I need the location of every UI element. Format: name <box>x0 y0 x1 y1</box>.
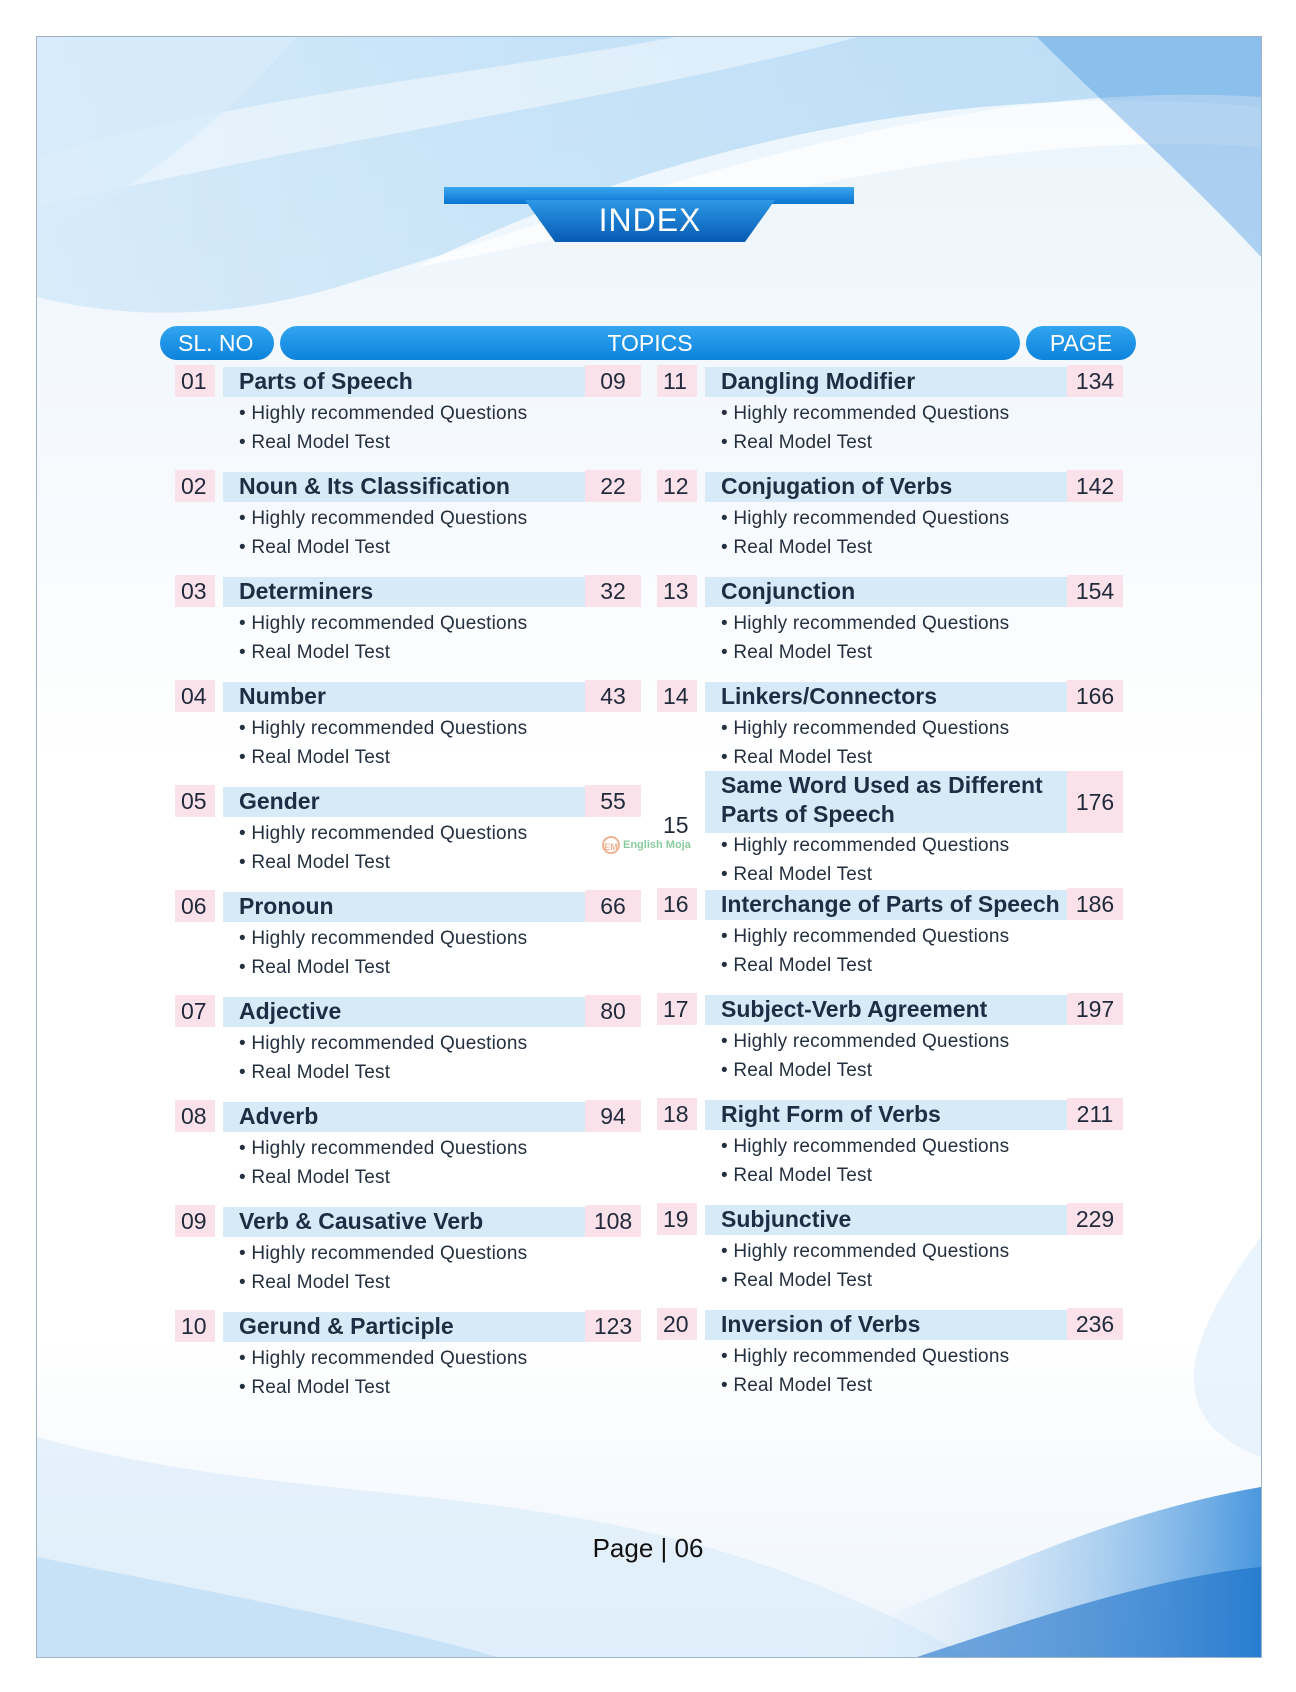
entry-number: 07 <box>175 995 215 1027</box>
sub-questions-text: Highly recommended Questions <box>733 1136 1010 1157</box>
entry-sub-model-test: • Real Model Test <box>239 1272 391 1293</box>
entry-number: 10 <box>175 1310 215 1342</box>
index-entry-14 <box>657 680 1127 780</box>
index-entry-20 <box>657 1308 1127 1408</box>
entry-title: Determiners <box>239 578 374 604</box>
entry-sub-model-test: • Real Model Test <box>239 747 391 768</box>
index-entry-19 <box>657 1203 1127 1303</box>
entry-sub-model-test: • Real Model Test <box>239 852 391 873</box>
watermark-text: English Moja <box>623 838 691 851</box>
sub-model-test-text: Real Model Test <box>733 747 873 768</box>
entry-number: 01 <box>175 365 215 397</box>
watermark <box>602 836 691 854</box>
index-entry-18 <box>657 1098 1127 1198</box>
entry-page: 123 <box>585 1310 641 1342</box>
sub-questions-text: Highly recommended Questions <box>733 403 1010 424</box>
sub-questions-text: Highly recommended Questions <box>733 718 1010 739</box>
entry-sub-questions: • Highly recommended Questions <box>239 1243 528 1264</box>
sub-questions-text: Highly recommended Questions <box>251 823 528 844</box>
entry-sub-questions: • Highly recommended Questions <box>239 823 528 844</box>
entry-sub-questions: • Highly recommended Questions <box>721 1031 1010 1052</box>
entry-sub-questions: • Highly recommended Questions <box>239 1033 528 1054</box>
sub-questions-text: Highly recommended Questions <box>733 508 1010 529</box>
sub-model-test-text: Real Model Test <box>251 1377 391 1398</box>
entry-title: Subject-Verb Agreement <box>721 996 988 1022</box>
sub-model-test-text: Real Model Test <box>733 864 873 885</box>
entry-page: 09 <box>585 365 641 397</box>
sub-model-test-text: Real Model Test <box>733 642 873 663</box>
entry-sub-questions: • Highly recommended Questions <box>721 403 1010 424</box>
entry-title: Conjugation of Verbs <box>721 473 953 499</box>
sub-questions-text: Highly recommended Questions <box>251 613 528 634</box>
entry-page: 186 <box>1067 888 1123 920</box>
entry-sub-model-test: • Real Model Test <box>239 642 391 663</box>
entry-sub-questions: • Highly recommended Questions <box>721 718 1010 739</box>
sub-model-test-text: Real Model Test <box>251 1167 391 1188</box>
entry-number: 16 <box>657 888 697 920</box>
entry-number: 02 <box>175 470 215 502</box>
entry-sub-questions: • Highly recommended Questions <box>239 613 528 634</box>
entry-page: 108 <box>585 1205 641 1237</box>
entry-title: Same Word Used as Different Parts of Speech <box>721 772 1043 827</box>
sub-model-test-text: Real Model Test <box>733 1165 873 1186</box>
entry-number: 04 <box>175 680 215 712</box>
entry-sub-model-test: • Real Model Test <box>721 747 873 768</box>
entry-number: 18 <box>657 1098 697 1130</box>
sub-questions-text: Highly recommended Questions <box>733 1031 1010 1052</box>
entry-page: 80 <box>585 995 641 1027</box>
entry-sub-questions: • Highly recommended Questions <box>721 926 1010 947</box>
index-entry-04 <box>175 680 645 780</box>
sub-questions-text: Highly recommended Questions <box>733 835 1010 856</box>
entry-page: 211 <box>1067 1098 1123 1130</box>
entry-sub-questions: • Highly recommended Questions <box>239 1138 528 1159</box>
sub-model-test-text: Real Model Test <box>733 1270 873 1291</box>
sub-model-test-text: Real Model Test <box>733 537 873 558</box>
entry-sub-model-test: • Real Model Test <box>721 1375 873 1396</box>
entry-sub-questions: • Highly recommended Questions <box>239 928 528 949</box>
entry-sub-questions: • Highly recommended Questions <box>239 1348 528 1369</box>
index-entry-07 <box>175 995 645 1095</box>
entry-sub-model-test: • Real Model Test <box>721 537 873 558</box>
entry-page: 43 <box>585 680 641 712</box>
index-entry-01 <box>175 365 645 465</box>
sub-questions-text: Highly recommended Questions <box>733 1346 1010 1367</box>
index-entry-11 <box>657 365 1127 465</box>
entry-number: 17 <box>657 993 697 1025</box>
entry-page: 22 <box>585 470 641 502</box>
entry-page: 94 <box>585 1100 641 1132</box>
entry-title: Adverb <box>239 1103 319 1129</box>
sub-model-test-text: Real Model Test <box>251 642 391 663</box>
entry-sub-model-test: • Real Model Test <box>239 1062 391 1083</box>
entry-number: 08 <box>175 1100 215 1132</box>
entry-number: 03 <box>175 575 215 607</box>
sub-model-test-text: Real Model Test <box>251 852 391 873</box>
entry-title: Noun & Its Classification <box>239 473 510 499</box>
entry-sub-questions: • Highly recommended Questions <box>721 1241 1010 1262</box>
sub-questions-text: Highly recommended Questions <box>251 1033 528 1054</box>
index-entry-16 <box>657 888 1127 988</box>
entry-sub-questions: • Highly recommended Questions <box>239 403 528 424</box>
sub-questions-text: Highly recommended Questions <box>733 613 1010 634</box>
sub-model-test-text: Real Model Test <box>251 1272 391 1293</box>
index-entry-06 <box>175 890 645 990</box>
entry-title: Gerund & Participle <box>239 1313 454 1339</box>
entry-number: 14 <box>657 680 697 712</box>
entry-title: Parts of Speech <box>239 368 413 394</box>
entry-sub-questions: • Highly recommended Questions <box>239 718 528 739</box>
entry-number: 05 <box>175 785 215 817</box>
index-entry-02 <box>175 470 645 570</box>
index-entry-13 <box>657 575 1127 675</box>
entry-sub-model-test: • Real Model Test <box>239 537 391 558</box>
index-entry-10 <box>175 1310 645 1410</box>
entry-number: 06 <box>175 890 215 922</box>
entry-page: 176 <box>1067 771 1123 833</box>
entry-sub-questions: • Highly recommended Questions <box>721 613 1010 634</box>
entry-page: 66 <box>585 890 641 922</box>
entry-number: 12 <box>657 470 697 502</box>
sub-questions-text: Highly recommended Questions <box>733 926 1010 947</box>
sub-questions-text: Highly recommended Questions <box>733 1241 1010 1262</box>
sub-questions-text: Highly recommended Questions <box>251 718 528 739</box>
entry-sub-model-test: • Real Model Test <box>721 1060 873 1081</box>
entry-sub-model-test: • Real Model Test <box>721 642 873 663</box>
sub-model-test-text: Real Model Test <box>733 1060 873 1081</box>
index-entry-09 <box>175 1205 645 1305</box>
entry-sub-model-test: • Real Model Test <box>239 432 391 453</box>
entry-sub-questions: • Highly recommended Questions <box>721 1136 1010 1157</box>
sub-model-test-text: Real Model Test <box>251 1062 391 1083</box>
sub-model-test-text: Real Model Test <box>251 747 391 768</box>
entry-title: Adjective <box>239 998 342 1024</box>
entry-page: 134 <box>1067 365 1123 397</box>
index-entry-08 <box>175 1100 645 1200</box>
entry-page: 166 <box>1067 680 1123 712</box>
entry-page: 236 <box>1067 1308 1123 1340</box>
sub-questions-text: Highly recommended Questions <box>251 928 528 949</box>
header-sl-no: SL. NO <box>160 326 274 360</box>
entry-number: 13 <box>657 575 697 607</box>
entry-sub-questions: • Highly recommended Questions <box>721 508 1010 529</box>
index-entry-17 <box>657 993 1127 1093</box>
index-entry-05 <box>175 785 645 885</box>
sub-model-test-text: Real Model Test <box>251 957 391 978</box>
entry-title: Gender <box>239 788 320 814</box>
entry-page: 154 <box>1067 575 1123 607</box>
sub-questions-text: Highly recommended Questions <box>251 1348 528 1369</box>
sub-model-test-text: Real Model Test <box>733 432 873 453</box>
sub-model-test-text: Real Model Test <box>251 537 391 558</box>
entry-title: Pronoun <box>239 893 334 919</box>
entry-title: Linkers/Connectors <box>721 683 937 709</box>
index-entry-12 <box>657 470 1127 570</box>
sub-questions-text: Highly recommended Questions <box>251 508 528 529</box>
english-moja-logo-icon: EM <box>602 836 620 854</box>
sub-questions-text: Highly recommended Questions <box>251 1243 528 1264</box>
header-topics: TOPICS <box>280 326 1020 360</box>
entry-title: Interchange of Parts of Speech <box>721 891 1060 917</box>
entry-page: 32 <box>585 575 641 607</box>
entry-page: 197 <box>1067 993 1123 1025</box>
index-title: INDEX <box>598 202 702 238</box>
entry-title: Number <box>239 683 326 709</box>
entry-title: Subjunctive <box>721 1206 852 1232</box>
entry-number: 20 <box>657 1308 697 1340</box>
entry-title: Right Form of Verbs <box>721 1101 941 1127</box>
entry-title: Inversion of Verbs <box>721 1311 921 1337</box>
header-page: PAGE <box>1026 326 1136 360</box>
entry-number: 19 <box>657 1203 697 1235</box>
entry-sub-questions: • Highly recommended Questions <box>721 835 1010 856</box>
entry-number: 15 <box>663 812 689 838</box>
entry-number: 09 <box>175 1205 215 1237</box>
index-entry-03 <box>175 575 645 675</box>
entry-number: 11 <box>657 365 697 397</box>
entry-page: 229 <box>1067 1203 1123 1235</box>
entry-title: Verb & Causative Verb <box>239 1208 484 1234</box>
entry-title: Conjunction <box>721 578 856 604</box>
sub-questions-text: Highly recommended Questions <box>251 1138 528 1159</box>
entry-sub-model-test: • Real Model Test <box>239 957 391 978</box>
entry-sub-questions: • Highly recommended Questions <box>239 508 528 529</box>
entry-sub-model-test: • Real Model Test <box>721 1270 873 1291</box>
sub-model-test-text: Real Model Test <box>733 1375 873 1396</box>
entry-title: Dangling Modifier <box>721 368 916 394</box>
entry-sub-model-test: • Real Model Test <box>721 432 873 453</box>
entry-page: 55 <box>585 785 641 817</box>
entry-sub-questions: • Highly recommended Questions <box>721 1346 1010 1367</box>
entry-sub-model-test: • Real Model Test <box>239 1167 391 1188</box>
entry-sub-model-test: • Real Model Test <box>239 1377 391 1398</box>
index-entry-15 <box>657 772 1127 897</box>
entry-page: 142 <box>1067 470 1123 502</box>
sub-model-test-text: Real Model Test <box>733 955 873 976</box>
entry-sub-model-test: • Real Model Test <box>721 955 873 976</box>
page-number: Page | 06 <box>592 1533 704 1563</box>
entry-sub-model-test: • Real Model Test <box>721 864 873 885</box>
sub-questions-text: Highly recommended Questions <box>251 403 528 424</box>
sub-model-test-text: Real Model Test <box>251 432 391 453</box>
entry-sub-model-test: • Real Model Test <box>721 1165 873 1186</box>
